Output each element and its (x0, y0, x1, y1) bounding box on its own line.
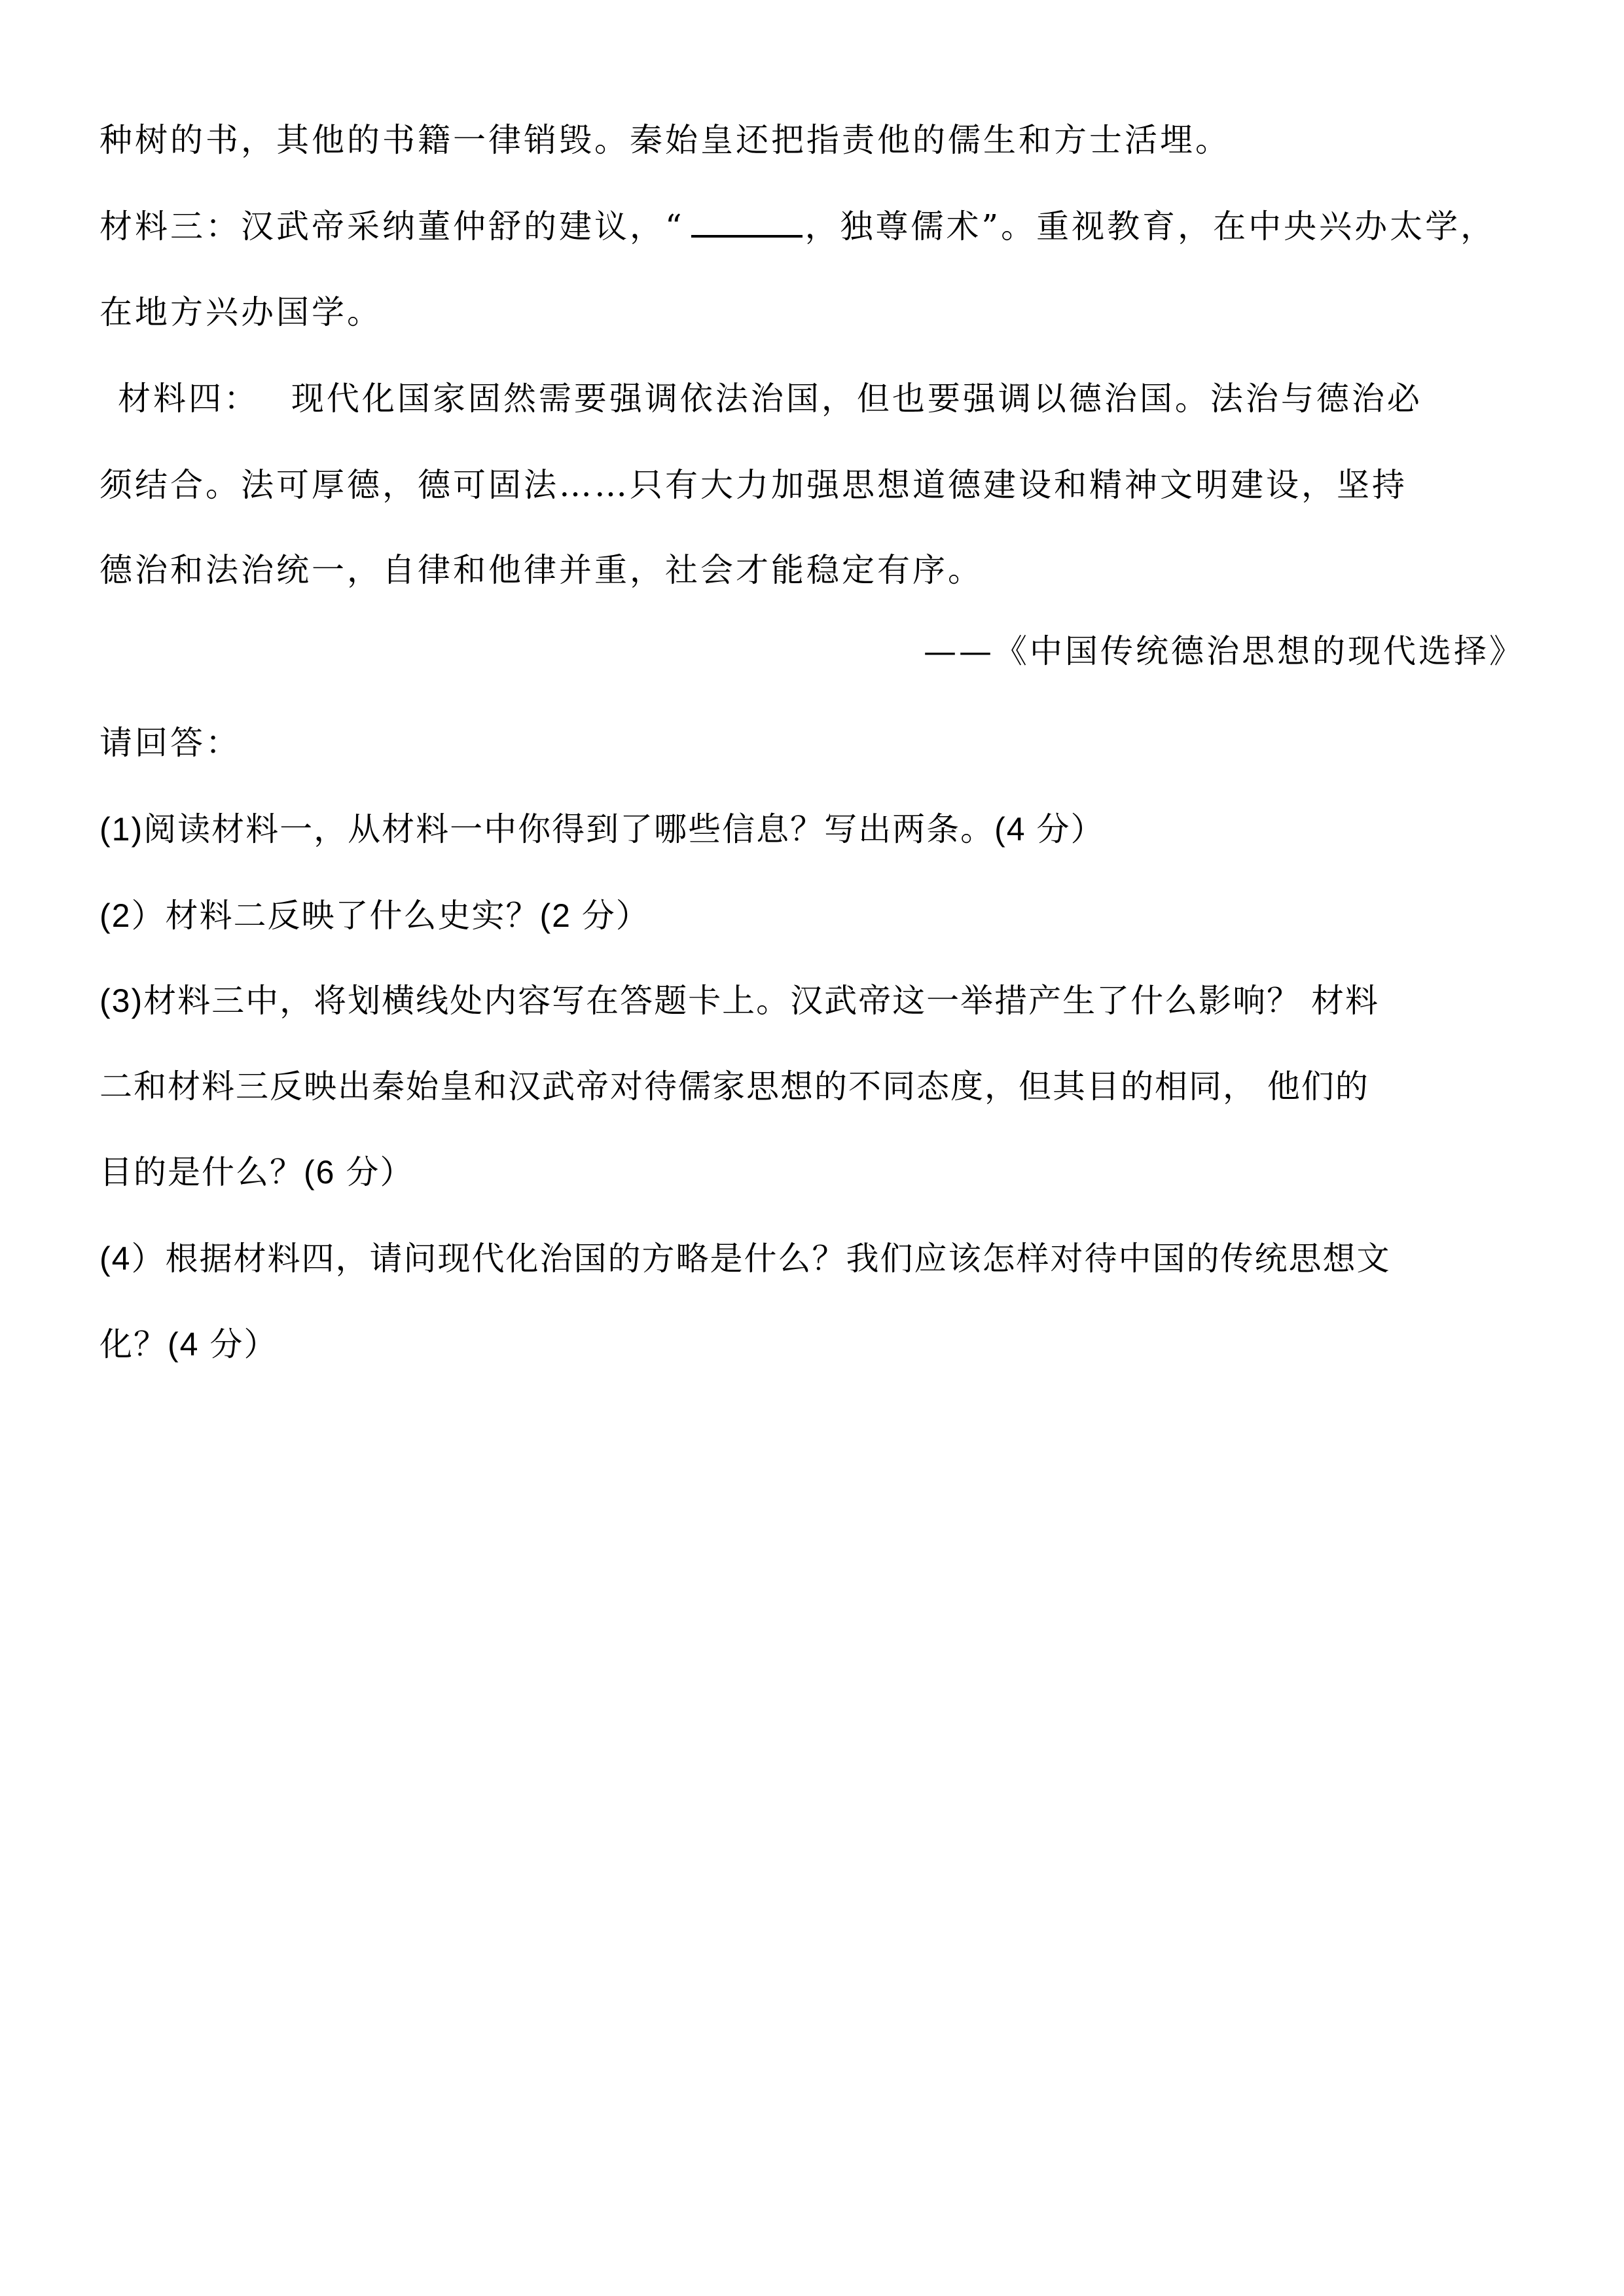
material-4-line-3: 德治和法治统一，自律和他律并重，社会才能稳定有序。 (99, 551, 983, 589)
material-4-line-2: 须结合。法可厚德，德可固法……只有大力加强思想道德建设和精神文明建设，坚持 (99, 466, 1407, 504)
question-4-line-1: (4）根据材料四，请问现代化治国的方略是什么？我们应该怎样对待中国的传统思想文 (99, 1240, 1391, 1277)
question-3-line-1: (3)材料三中，将划横线处内容写在答题卡上。汉武帝这一举措产生了什么影响？ 材料 (99, 982, 1379, 1019)
material-3-line-2: 在地方兴办国学。 (99, 293, 382, 331)
material-4-line-1: 材料四： 现代化国家固然需要强调依法治国，但也要强调以德治国。法治与德治必 (118, 380, 1422, 418)
question-2: (2）材料二反映了什么史实？(2 分） (99, 897, 650, 934)
question-3-line-2: 二和材料三反映出秦始皇和汉武帝对待儒家思想的不同态度，但其目的相同， 他们的 (99, 1068, 1369, 1105)
material-3-text-after-blank: ，独尊儒术”。重视教育，在中央兴办太学， (804, 207, 1496, 245)
fill-in-blank (691, 206, 803, 238)
material-3-line-1 (99, 205, 1526, 248)
answer-prompt: 请回答： (99, 724, 241, 762)
material-4-source: ——《中国传统德治思想的现代选择》 (924, 632, 1525, 670)
material-2-tail: 种树的书，其他的书籍一律销毁。秦始皇还把指责他的儒生和方士活埋。 (99, 121, 1231, 159)
question-4-line-2: 化？(4 分） (99, 1326, 278, 1363)
material-3-text-before-blank: 材料三：汉武帝采纳董仲舒的建议，“ (99, 207, 685, 245)
question-3-line-3: 目的是什么？(6 分） (99, 1154, 414, 1191)
question-1: (1)阅读材料一，从材料一中你得到了哪些信息？写出两条。(4 分） (99, 811, 1105, 848)
